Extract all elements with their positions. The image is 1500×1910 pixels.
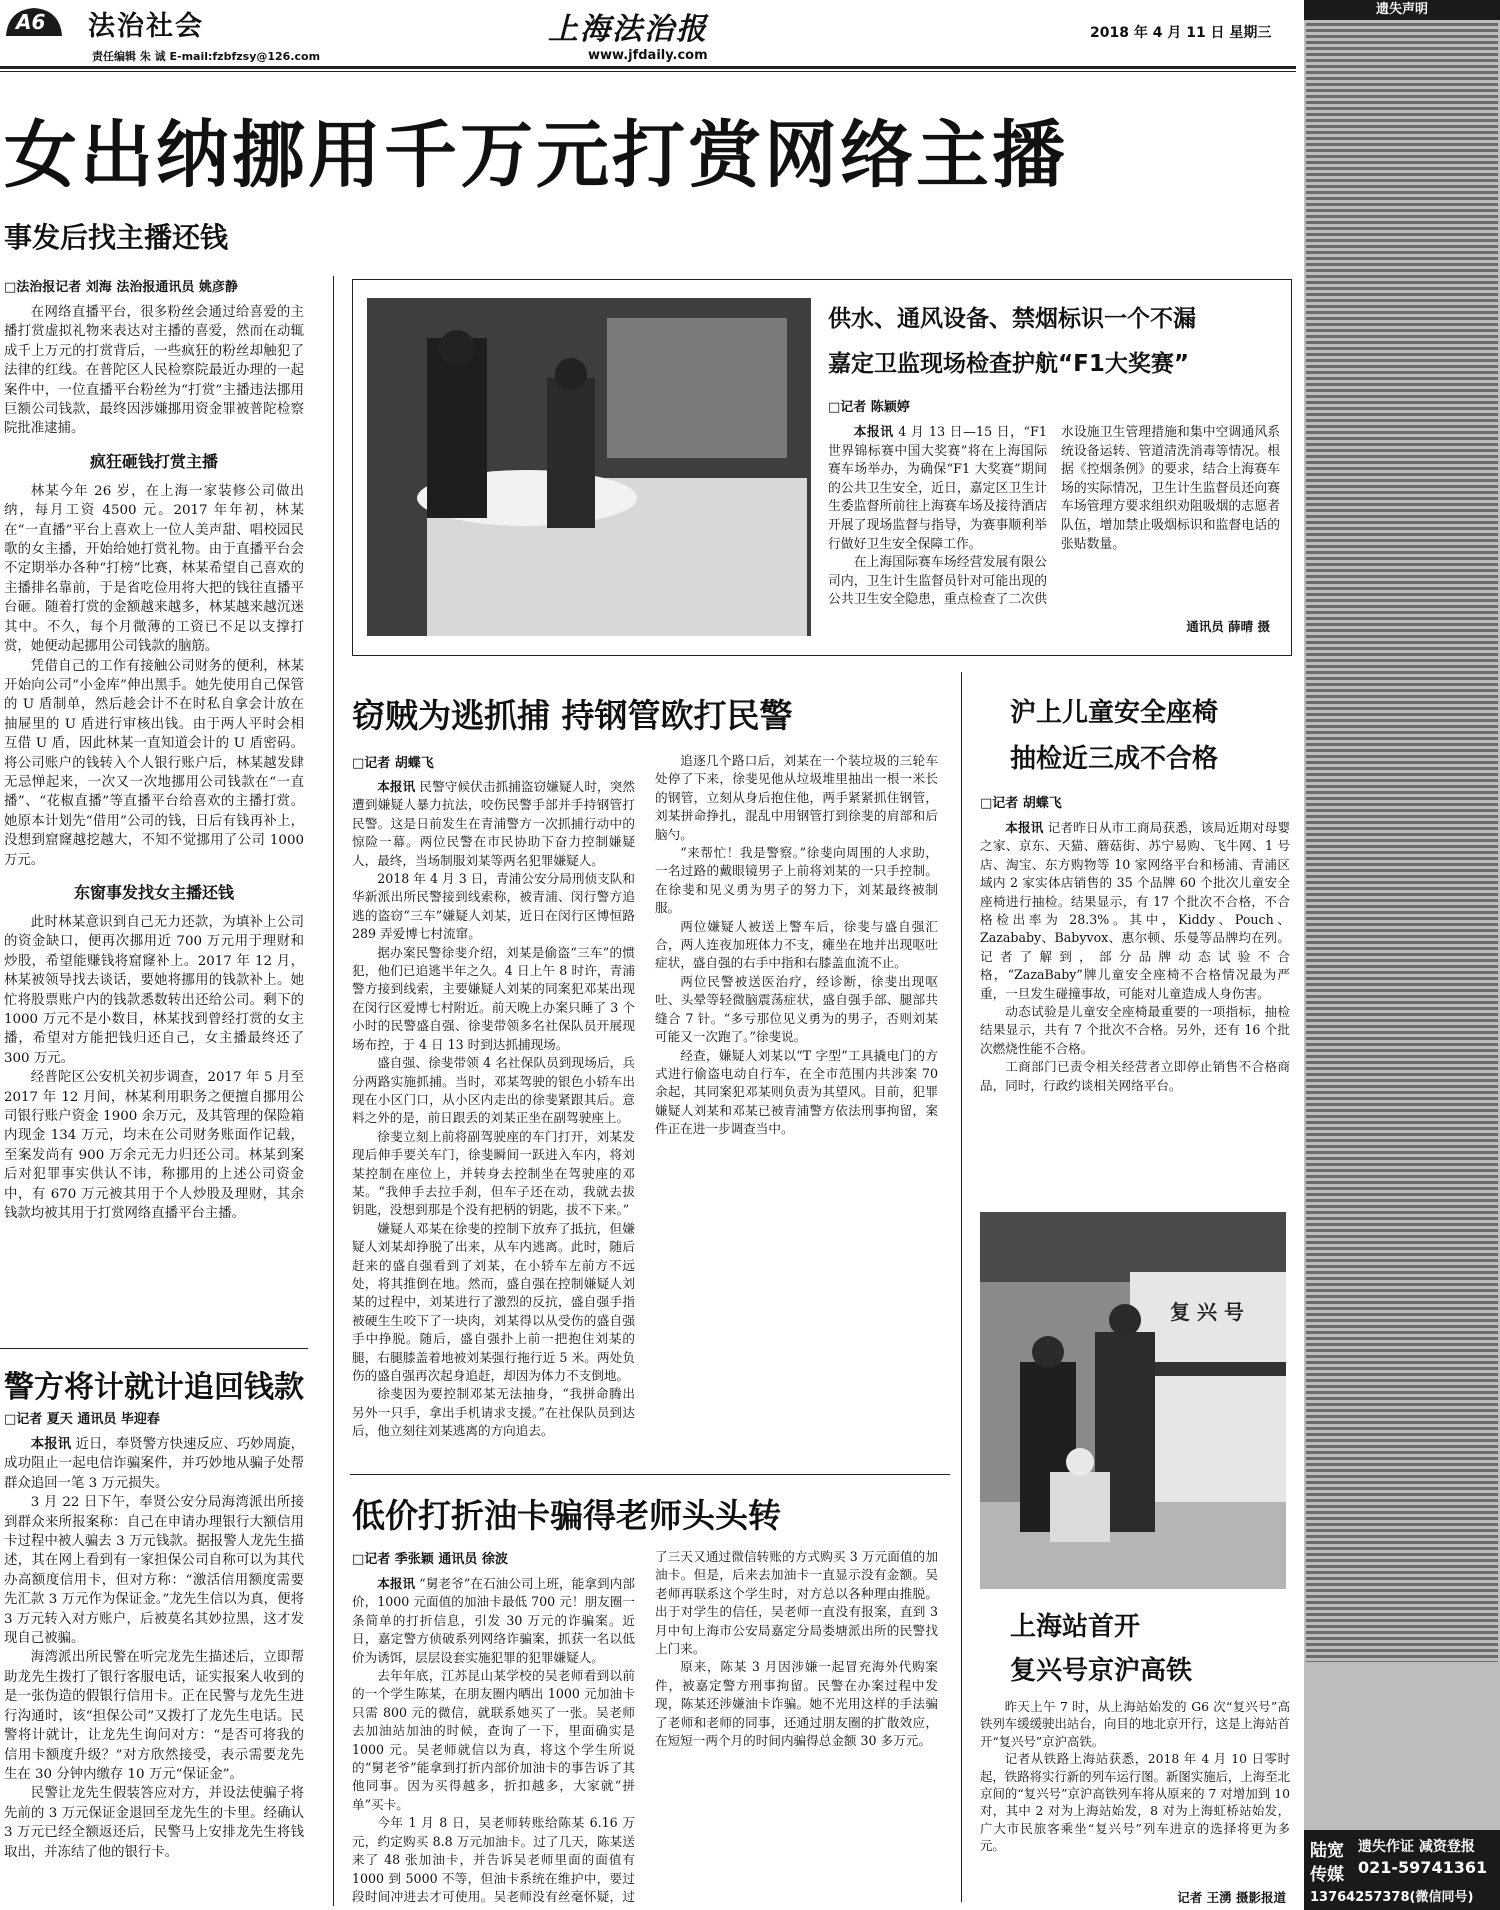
rail-p1: 昨天上午 7 时，从上海站始发的 G6 次“复兴号”高铁列车缓缓驶出站台，向目的地北京开行，这是上海站首开“复兴号”京沪高铁。: [980, 1699, 1290, 1749]
police-story: [4, 1408, 304, 1908]
thief-p8: 追逐几个路口后，刘某在一个装垃圾的三轮车处停了下来，徐斐见他从垃圾堆里抽出一根一米长的钢管，立刻从身后抱住他，两手紧紧抓住钢管，刘某拼命挣扎，混乱中用钢管打到徐斐的肩部和后脑勺。: [655, 753, 938, 842]
lead-p1: 在网络直播平台，很多粉丝会通过给喜爱的主播打赏虚拟礼物来表达对主播的喜爱，然而在动辄成千上万元的打赏背后，一些疯狂的粉丝却触犯了法律的红线。在普陀区人民检察院最近办理的一起案件中，一位直播平台粉丝为“打赏”主播违法挪用巨额公司钱款，最终因涉嫌挪用资金罪被普陀检察院批准逮捕。: [4, 305, 304, 437]
thief-headline: 窃贼为逃抓捕 持钢管欧打民警: [352, 696, 793, 735]
thief-p10: 两位嫌疑人被送上警车后，徐斐与盛自强汇合，两人连夜加班体力不支，瘫坐在地并出现呕吐症状，盛自强的右手中指和右膝盖血流不止。: [655, 918, 938, 971]
f1-photo-credit: 通讯员 薛晴 摄: [1186, 619, 1270, 634]
train-name-sign: 复 兴 号: [1170, 1300, 1244, 1324]
oil-p2: 去年年底，江苏昆山某学校的吴老师看到以前的一个学生陈某，在朋友圈内晒出 1000 元加油卡只需 800 元的微信，就联系她买了一张。吴老师去加油站加油的时候，查询了一下，里面确实是 1000 元。吴老师就信以为真，将这个学生所说的“舅老爷”能拿到打折内部价加油卡的事告诉了其他同事。因为买得越多，折扣越多，大家就“拼单”买卡。: [352, 1668, 635, 1812]
rail-p2: 记者从铁路上海站获悉，2018 年 4 月 10 日零时起，铁路将实行新的列车运行图。新图实施后，上海至北京间的“复兴号”京沪高铁列车将从原来的 7 对增加到 10 对，其中 2 对为上海站始发，8 对为上海虹桥站始发，广大市民旅客乘坐“复兴号”列车进京的选择将更为多元。: [980, 1751, 1290, 1854]
thief-p7: 徐斐因为要控制邓某无法抽身，“我拼命腾出另外一只手，拿出手机请求支援。”在社保队员到达后，他立刻往刘某逃离的方向追去。: [352, 1386, 635, 1439]
page-number: A6: [16, 10, 46, 34]
police-lead: 本报讯: [30, 1437, 72, 1452]
lead-byline: □法治报记者 刘海 法治报通讯员 姚彦静: [4, 280, 238, 295]
lead-sub1: 疯狂砸钱打赏主播: [89, 451, 218, 471]
police-byline: □记者 夏天 通讯员 毕迎春: [4, 1412, 160, 1427]
seats-p1: [980, 819, 1290, 1003]
lead-p3: 凭借自己的工作有接触公司财务的便利，林某开始向公司“小金库”伸出黑手。她先使用自己保管的 U 盾制单，然后趁会计不在时私自拿会计放在抽屉里的 U 盾进行审核出钱。由于两人平时会相互借 U 盾，因此林某一直知道会计的 U 盾密码。将公司账户的钱转入个人银行账户后，林某越发肆无忌惮起来，一次又一次地挪用公司钱款在“一直播”、“花椒直播”等直播平台给喜欢的主播打赏。她原本计划先“借用”公司的钱，日后有钱再补上，没想到窟窿越挖越大，不知不觉挪用了公司 1000 万元。: [4, 658, 304, 868]
lead-story: [4, 276, 304, 1306]
thief-byline: □记者 胡蝶飞: [352, 756, 434, 771]
lost-notices-title-bar: [1304, 0, 1500, 20]
lost-notices-title: 遗失声明: [1375, 2, 1428, 17]
section-title: 法治社会: [88, 11, 204, 42]
oil-p1: [352, 1575, 635, 1667]
ad-slogan: 遗失作证 减资登报: [1358, 1839, 1475, 1855]
oil-story: [352, 1548, 938, 1910]
thief-p4: 盛自强、徐斐带领 4 名社保队员到现场后，兵分两路实施抓捕。当时，邓某驾驶的银色小轿车出现在小区门口，从小区内走出的徐斐紧跟其后。意料之外的是，前日跟丢的刘某正坐在副驾驶座上。: [352, 1055, 635, 1126]
thief-story: [352, 752, 938, 1452]
ad-mobile[interactable]: 13764257378(微信同号): [1310, 1890, 1474, 1905]
police-top-rule: [0, 1348, 308, 1349]
editors-line: 责任编辑 朱 诚 E-mail:fzbfzsy@126.com: [92, 50, 321, 63]
oil-headline: 低价打折油卡骗得老师头头转: [352, 1496, 781, 1535]
seats-headline-line1: 沪上儿童安全座椅: [1010, 698, 1219, 728]
column-divider: [333, 276, 334, 1906]
seats-byline: □记者 胡蝶飞: [980, 796, 1062, 811]
police-p3: 海湾派出所民警在听完龙先生描述后，立即帮助龙先生拨打了银行客服电话，证实报案人收到的是一张伪造的假银行信用卡。正在民警与龙先生进行沟通时，该“担保公司”又拨打了龙先生电话。民警将计就计，让龙先生询问对方：“是否可将我的信用卡额度升级？”对方欣然接受，表示需要龙先生在 30 分钟内缴存 10 万元“保证金”。: [4, 1650, 304, 1782]
thief-p1: [352, 778, 635, 870]
issue-date: 2018 年 4 月 11 日 星期三: [1090, 25, 1272, 41]
police-p1-text: 近日，奉贤警方快速反应、巧妙周旋，成功阻止一起电信诈骗案件，并巧妙地从骗子处帮群众追回一笔 3 万元损失。: [4, 1437, 304, 1491]
thief-lead: 本报讯: [377, 779, 416, 794]
ad-phone[interactable]: 021-59741361: [1358, 1858, 1488, 1877]
masthead-rule: [0, 66, 1296, 69]
seats-p3: 工商部门已责令相关经营者立即停止销售不合格商品，同时，行政约谈相关网络平台。: [980, 1059, 1290, 1093]
thief-p1-text: 民警守候伏击抓捕盗窃嫌疑人时，突然遭到嫌疑人暴力抗法，咬伤民警手部并手持钢管打民警。这是日前发生在青浦警方一次抓捕行动中的惊险一幕。两位民警在市民协助下奋力控制嫌疑人，最终，当场制服刘某等两名犯罪嫌疑人。: [352, 779, 636, 868]
rail-headline-line2: 复兴号京沪高铁: [1010, 1656, 1193, 1686]
ad-box: [1304, 1830, 1500, 1910]
thief-p5: 徐斐立刻上前将副驾驶座的车门打开，刘某发现后伸手要关车门，徐斐瞬间一跃进入车内，将刘某控制在座位上，并转身去控制坐在驾驶座的邓某。“我伸手去拉手刹，但车子还在动，我就去拔钥匙，没想到那是个没有把柄的钥匙，拔不下来。”: [352, 1128, 635, 1218]
lead-headline: 女出纳挪用千万元打赏网络主播: [4, 113, 1068, 198]
f1-headline-line2: 嘉定卫监现场检查护航“F1大奖赛”: [828, 351, 1189, 377]
oil-byline: □记者 季张颖 通讯员 徐波: [352, 1552, 508, 1567]
lead-p5: 经普陀区公安机关初步调查，2017 年 5 月至 2017 年 12 月间，林某利用职务之便擅自挪用公司银行账户资金 1900 余万元，及其管理的保险箱内现金 134 万元，均未在公司财务账面作记载，至案发尚有 900 万余元无力归还公司。林某到案后对犯罪事实供认不讳，称挪用的上述公司资金中，有 670 万元被其用于个人炒股及理财，其余钱款均被其用于打赏网络直播平台主播。: [4, 1070, 304, 1222]
oil-p3: 今年 1 月 8 日，吴老师转账给陈某 6.16 万元，约定购买 8.8 万元加油卡。过了几天，陈某送来了 48 张加油卡，并告诉吴老师里面的面值有 1000 到 5000 不等，但油卡系统在维护中，要过段时间冲进去才可使用。吴老师没有丝毫怀疑，过了三天又通过微信转账的方式购买 3 万元面值的加油卡。但是，后来去加油卡一直显示没有金额。吴老师再联系这个学生时，对方总以各种理由推脱。出于对学生的信任，吴老师一直没有报案，直到 3 月中旬上海市公安局嘉定分局娄塘派出所的民警找上门来。: [352, 1549, 938, 1904]
ad-type: 传媒: [1310, 1865, 1344, 1885]
oil-lead: 本报讯: [377, 1576, 416, 1591]
train-platform-illustration: [980, 1212, 1286, 1589]
lead-p4: 此时林某意识到自己无力还款，为填补上公司的资金缺口，便再次挪用近 700 万元用于理财和炒股，希望能赚钱将窟窿补上。2017 年 12 月，林某被领导找去谈话，要她将挪用的钱款补上。她忙将股票账户内的钱款悉数转出还给公司。剩下的 1000 万元不是小数目，林某找到曾经打赏的女主播，希望对方能把钱归还自己，女主播最终还了 300 万元。: [4, 914, 304, 1066]
f1-byline: □记者 陈颖婷: [828, 400, 910, 415]
lost-notices-fine-print: [1304, 22, 1500, 1882]
thief-p11: 两位民警被送医治疗，经诊断，徐斐出现呕吐、头晕等轻微脑震荡症状，盛自强手部、腿部共缝合 7 针。“多亏那位见义勇为的男子，否则刘某可能又一次跑了。”徐斐说。: [655, 973, 938, 1045]
thief-p2: 2018 年 4 月 3 日，青浦公安分局刑侦支队和华新派出所民警接到线索称，被青浦、闵行警方追逃的盗窃“三车”嫌疑人刘某，近日在闵行区博恒路 289 弄爱博七村流窜。: [352, 871, 635, 942]
f1-headline-line1: 供水、通风设备、禁烟标识一个不漏: [828, 306, 1196, 332]
ad-name: 陆宽: [1310, 1841, 1344, 1861]
seats-story: [980, 792, 1290, 1212]
rail-headline-line1: 上海站首开: [1010, 1612, 1141, 1642]
lead-subhead: 事发后找主播还钱: [4, 221, 229, 254]
oil-p1-text: “舅老爷”在石油公司上班，能拿到内部价，1000 元面值的加油卡最低 700 元！朋友圈一条简单的打折信息，引发 30 万元的诈骗案。近日，嘉定警方侦破系列网络诈骗案，抓获一名以低价为诱饵，层层设套实施犯罪的犯罪嫌疑人。: [352, 1576, 635, 1665]
page-number-badge: [2, 4, 64, 38]
f1-lead: 本报讯: [853, 425, 894, 440]
oil-top-rule: [350, 1474, 950, 1475]
thief-p3: 据办案民警徐斐介绍，刘某是偷盗“三车”的惯犯，他们已追逃半年之久。4 日上午 8 时许，青浦警方接到线索，主要嫌疑人刘某的同案犯邓某出现在闵行区爱博七村附近。前天晚上办案只睡了 3 个小时的民警盛自强、徐斐带领多名社保队员开展现场布控，于 4 日 13 时到达抓捕现场。: [352, 944, 635, 1052]
right-column-divider: [961, 672, 962, 1902]
lead-p2: 林某今年 26 岁，在上海一家装修公司做出纳，每月工资 4500 元。2017 年年初，林某在“一直播”平台上喜欢上一位人美声甜、唱校园民歌的女主播，开始给她打赏礼物。由于直播平台会不定期举办各种“打榜”比赛，林某希望自己喜欢的主播排名靠前，于是省吃俭用将大把的钱往直播平台砸。随着打赏的金额越来越多，林某越来越沉迷其中。不久，每个月微薄的工资已不足以支撑打赏，她便动起挪用公司钱款的脑筋。: [4, 483, 304, 655]
rail-photo-credit: 记者 王湧 摄影报道: [1177, 1890, 1286, 1905]
seats-lead: 本报讯: [1005, 820, 1044, 835]
f1-photo: [367, 298, 811, 636]
rail-story: [980, 1698, 1290, 1888]
f1-p1-text: 4 月 13 日—15 日，“F1 世界锦标赛中国大奖赛”将在上海国际赛车场举办，为确保“F1 大奖赛”期间的公共卫生安全，近日，嘉定区卫生计生委监督所前往上海赛车场及接待酒店开展了现场监督与指导，为赛事顺利举行做好卫生安全保障工作。: [828, 425, 1048, 552]
paper-url[interactable]: www.jfdaily.com: [588, 48, 708, 63]
police-headline: 警方将计就计追回钱款: [4, 1370, 304, 1405]
police-p4: 民警让龙先生假装答应对方，并设法使骗子将先前的 3 万元保证金退回至龙先生的卡里。经确认 3 万元已经全额返还后，民警马上安排龙先生将钱取出，并冻结了他的银行卡。: [4, 1786, 304, 1860]
lead-sub2: 东窗事发找女主播还钱: [73, 882, 234, 902]
thief-p9: “来帮忙！我是警察。”徐斐向周围的人求助，一名过路的戴眼镜男子上前将刘某的一只手控制。在徐斐和见义勇为男子的努力下，刘某最终被制服。: [655, 845, 938, 916]
masthead-rule-thin: [0, 71, 1296, 72]
hotel-room-illustration: [367, 298, 811, 636]
thief-p6: 嫌疑人邓某在徐斐的控制下放弃了抵抗，但嫌疑人刘某却挣脱了出来，从车内逃离。此时，随后赶来的盛自强看到了刘某，在小轿车左前方不远处，将其推倒在地。然而，盛自强在控制嫌疑人刘某的过程中，刘某进行了激烈的反抗，盛自强手指被硬生生咬下了一块肉，刘某得以从受伤的盛自强手中挣脱。随后，盛自强扑上前一把抱住刘某的腿，右腿膝盖着地被刘某强行拖行近 5 米。两处负伤的盛自强再次起身追赶，却因为体力不支倒地。: [352, 1220, 635, 1383]
f1-story: [828, 424, 1280, 628]
police-p1: [4, 1435, 304, 1493]
f1-p1: [828, 424, 1047, 554]
rail-photo: [980, 1212, 1286, 1589]
paper-name: 上海法治报: [548, 12, 708, 47]
lost-notices-sidebar: [1304, 0, 1500, 1910]
seats-p1-text: 记者昨日从市工商局获悉，该局近期对母婴之家、京东、天猫、蘑菇街、苏宁易购、飞牛网、1 号店、淘宝、东方购物等 10 家网络平台和杨浦、青浦区域内 2 家实体店销售的 35 个品牌 60 个批次儿童安全座椅进行抽检。结果显示，有 17 个批次不合格，不合格检出率为 28.3%。其中，Kiddy、Pouch、Zazababy、Babyvox、惠尔顿、乐曼等品牌均在列。记者了解到，部分品牌动态试验不合格，“ZazaBaby”牌儿童安全座椅不合格情况最为严重，一旦发生碰撞事故，可能对儿童造成人身伤害。: [980, 820, 1290, 1001]
seats-headline-line2: 抽检近三成不合格: [1010, 744, 1219, 774]
seats-p2: 动态试验是儿童安全座椅最重要的一项指标，抽检结果显示，共有 7 个批次不合格。另外，还有 16 个批次燃烧性能不合格。: [980, 1004, 1290, 1056]
police-p2: 3 月 22 日下午，奉贤公安分局海湾派出所接到群众来所报案称：自己在申请办理银行大额信用卡过程中被人骗去 3 万元钱款。据报警人龙先生描述，其在网上看到有一家担保公司自称可以为其代办高额度信用卡，但对方称：“激活信用额度需要先汇款 3 万元作为保证金。”龙先生信以为真，便将 3 万元转入对方账户，后被莫名其妙拉黑，这才发现自己被骗。: [4, 1495, 304, 1647]
oil-p4: 原来，陈某 3 月因涉嫌一起冒充海外代购案件，被嘉定警方刑事拘留。民警在办案过程中发现，陈某还涉嫌油卡诈骗。她不光用这样的手法骗了老师和老师的同事，还通过朋友圈的扩散效应，在短短一两个月的时间内骗得总金额 30 多万元。: [655, 1659, 938, 1749]
thief-p12: 经查，嫌疑人刘某以“T 字型”工具撬电门的方式进行偷盗电动自行车，在全市范围内共涉案 70 余起，其同案犯邓某则负责为其望风。目前，犯罪嫌疑人刘某和邓某已被青浦警方依法刑事拘留，案件正在进一步调查当中。: [655, 1047, 938, 1137]
f1-p2: 在上海国际赛车场经营发展有限公司内，卫生计生监督员针对可能出现的公共卫生安全隐患，重点检查了二次供水设施卫生管理措施和集中空调通风系统设备运转、管道清洗消毒等情况。根据《控烟条例》的要求，结合上海赛车场的实际情况，卫生计生监督员还向赛车场管理方要求组织劝阻吸烟的志愿者队伍，增加禁止吸烟标识和监督电话的张贴数量。: [828, 425, 1280, 608]
